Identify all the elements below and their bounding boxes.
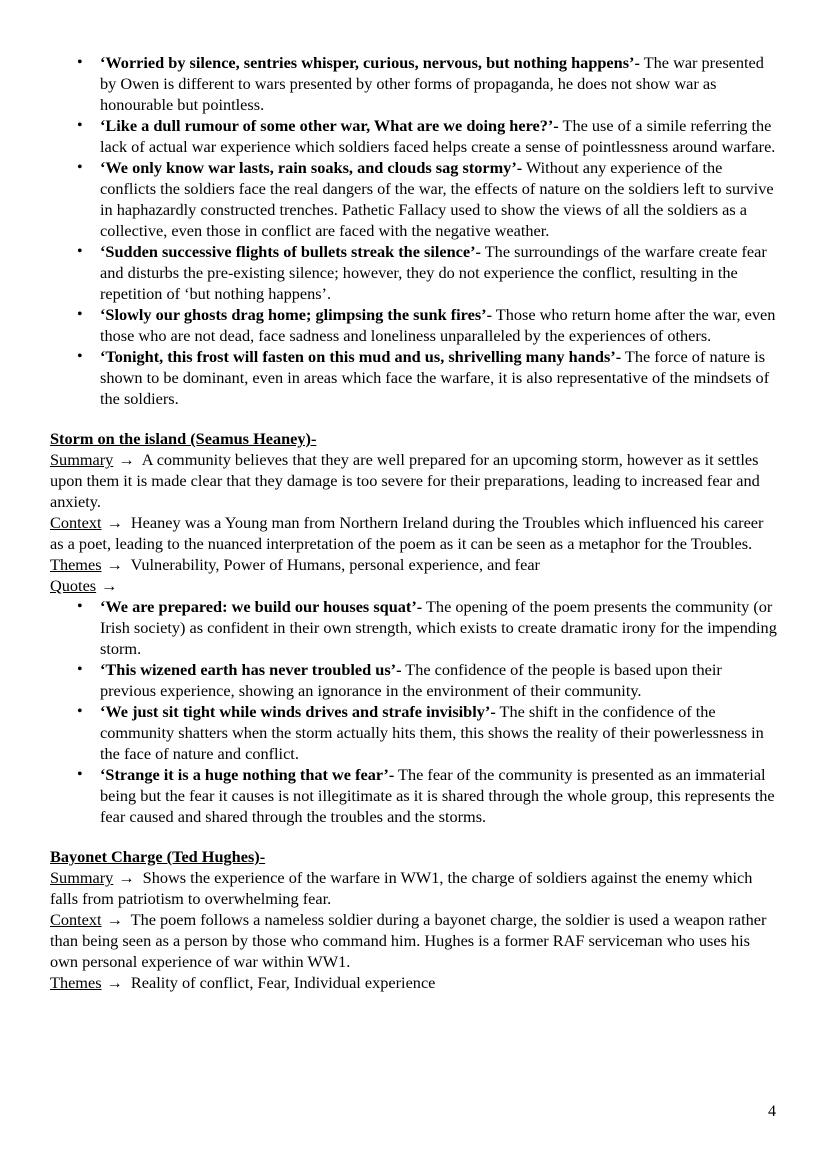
list-item — [50, 346, 780, 409]
quote-text: ‘We just sit tight while winds drives and strafe invisibly’- — [100, 702, 496, 721]
themes-label: Themes — [50, 555, 102, 574]
quote-text: ‘We are prepared: we build our houses squat’- — [100, 597, 423, 616]
quote-text: ‘This wizened earth has never troubled us’- — [100, 660, 402, 679]
quotes-paragraph — [50, 575, 780, 596]
analysis-text: The shift in the confidence of the community shatters when the storm actually hits them, this shows the reality of their powerlessness in the face of nature and conflict. — [100, 702, 764, 763]
arrow-right-icon: → — [101, 576, 118, 595]
list-item — [50, 596, 780, 659]
context-text: The poem follows a nameless soldier during a bayonet charge, the soldier is used a weapon rather than being seen as a person by those who command him. Hughes is a former RAF serviceman who uses his own personal experience of war within WW1. — [50, 910, 767, 971]
arrow-right-icon: → — [106, 973, 123, 992]
themes-label: Themes — [50, 973, 102, 992]
list-item — [50, 115, 780, 157]
quote-text: ‘Worried by silence, sentries whisper, curious, nervous, but nothing happens’- — [100, 53, 640, 72]
document-page — [50, 52, 780, 993]
analysis-text: The use of a simile referring the lack of actual war experience which soldiers faced helps create a sense of pointlessness around warfare. — [100, 116, 776, 156]
page-number: 4 — [768, 1103, 776, 1120]
summary-paragraph — [50, 867, 780, 909]
list-item — [50, 701, 780, 764]
bullet-icon: • — [77, 54, 83, 71]
context-text: Heaney was a Young man from Northern Ireland during the Troubles which influenced his career as a poet, leading to the nuanced interpretation of the poem as it can be seen as a metaphor for the Troubles. — [50, 513, 764, 553]
themes-paragraph — [50, 972, 780, 993]
quote-text: ‘We only know war lasts, rain soaks, and clouds sag stormy’- — [100, 158, 523, 177]
context-paragraph — [50, 512, 780, 554]
context-label: Context — [50, 513, 102, 532]
bullet-icon: • — [77, 306, 83, 323]
bullet-icon: • — [77, 661, 83, 678]
arrow-right-icon: → — [118, 868, 135, 887]
list-item — [50, 52, 780, 115]
bullet-icon: • — [77, 348, 83, 365]
analysis-text: The surroundings of the warfare create fear and disturbs the pre-existing silence; however, they do not experience the conflict, resulting in the repetition of ‘but nothing happens’. — [100, 242, 767, 303]
analysis-text: The war presented by Owen is different to wars presented by other forms of propaganda, he does not show war as honourable but pointless. — [100, 53, 764, 114]
quotes-label: Quotes — [50, 576, 97, 595]
summary-paragraph — [50, 449, 780, 512]
bullet-icon: • — [77, 243, 83, 260]
list-item — [50, 241, 780, 304]
exposure-quotes-list — [50, 52, 780, 409]
bullet-icon: • — [77, 703, 83, 720]
summary-text: A community believes that they are well prepared for an upcoming storm, however as it settles upon them it is made clear that they damage is too severe for their preparations, leading to increased fear and anxiety. — [50, 450, 760, 511]
list-item — [50, 157, 780, 241]
analysis-text: The confidence of the people is based upon their previous experience, showing an ignorance in the environment of their community. — [100, 660, 722, 700]
bullet-icon: • — [77, 159, 83, 176]
analysis-text: The fear of the community is presented as an immaterial being but the fear it causes is not illegitimate as it is shared through the whole group, this represents the fear caused and shared through the troubles and the storms. — [100, 765, 775, 826]
analysis-text: The force of nature is shown to be dominant, even in areas which face the warfare, it is also representative of the mindsets of the soldiers. — [100, 347, 770, 408]
summary-label: Summary — [50, 868, 114, 887]
analysis-text: Without any experience of the conflicts the soldiers face the real dangers of the war, the effects of nature on the soldiers left to survive in haphazardly constructed trenches. Pathetic Fallacy used to show the views of all the soldiers as a collective, even those in conflict are faced with the negative weather. — [100, 158, 774, 240]
themes-text: Vulnerability, Power of Humans, personal experience, and fear — [126, 555, 540, 574]
section-heading-storm: Storm on the island (Seamus Heaney)- — [50, 429, 317, 448]
quote-text: ‘Sudden successive flights of bullets streak the silence’- — [100, 242, 481, 261]
arrow-right-icon: → — [118, 450, 135, 469]
spacer — [50, 409, 780, 428]
themes-text: Reality of conflict, Fear, Individual experience — [126, 973, 436, 992]
quote-text: ‘Slowly our ghosts drag home; glimpsing the sunk fires’- — [100, 305, 492, 324]
arrow-right-icon: → — [106, 555, 123, 574]
arrow-right-icon: → — [106, 513, 123, 532]
storm-quotes-list — [50, 596, 780, 827]
section-heading-bayonet: Bayonet Charge (Ted Hughes)- — [50, 847, 266, 866]
arrow-right-icon: → — [106, 910, 123, 929]
themes-paragraph — [50, 554, 780, 575]
list-item — [50, 659, 780, 701]
bullet-icon: • — [77, 598, 83, 615]
summary-label: Summary — [50, 450, 114, 469]
summary-text: Shows the experience of the warfare in WW1, the charge of soldiers against the enemy which falls from patriotism to overwhelming fear. — [50, 868, 753, 908]
context-label: Context — [50, 910, 102, 929]
quote-text: ‘Tonight, this frost will fasten on this mud and us, shrivelling many hands’- — [100, 347, 622, 366]
context-paragraph — [50, 909, 780, 972]
analysis-text: Those who return home after the war, even those who are not dead, face sadness and loneliness unparalleled by the experiences of others. — [100, 305, 776, 345]
analysis-text: The opening of the poem presents the community (or Irish society) as confident in their own strength, which exists to create dramatic irony for the impending storm. — [100, 597, 777, 658]
bullet-icon: • — [77, 766, 83, 783]
bullet-icon: • — [77, 117, 83, 134]
spacer — [50, 827, 780, 846]
list-item — [50, 304, 780, 346]
quote-text: ‘Like a dull rumour of some other war, What are we doing here?’- — [100, 116, 559, 135]
list-item — [50, 764, 780, 827]
quote-text: ‘Strange it is a huge nothing that we fear’- — [100, 765, 395, 784]
